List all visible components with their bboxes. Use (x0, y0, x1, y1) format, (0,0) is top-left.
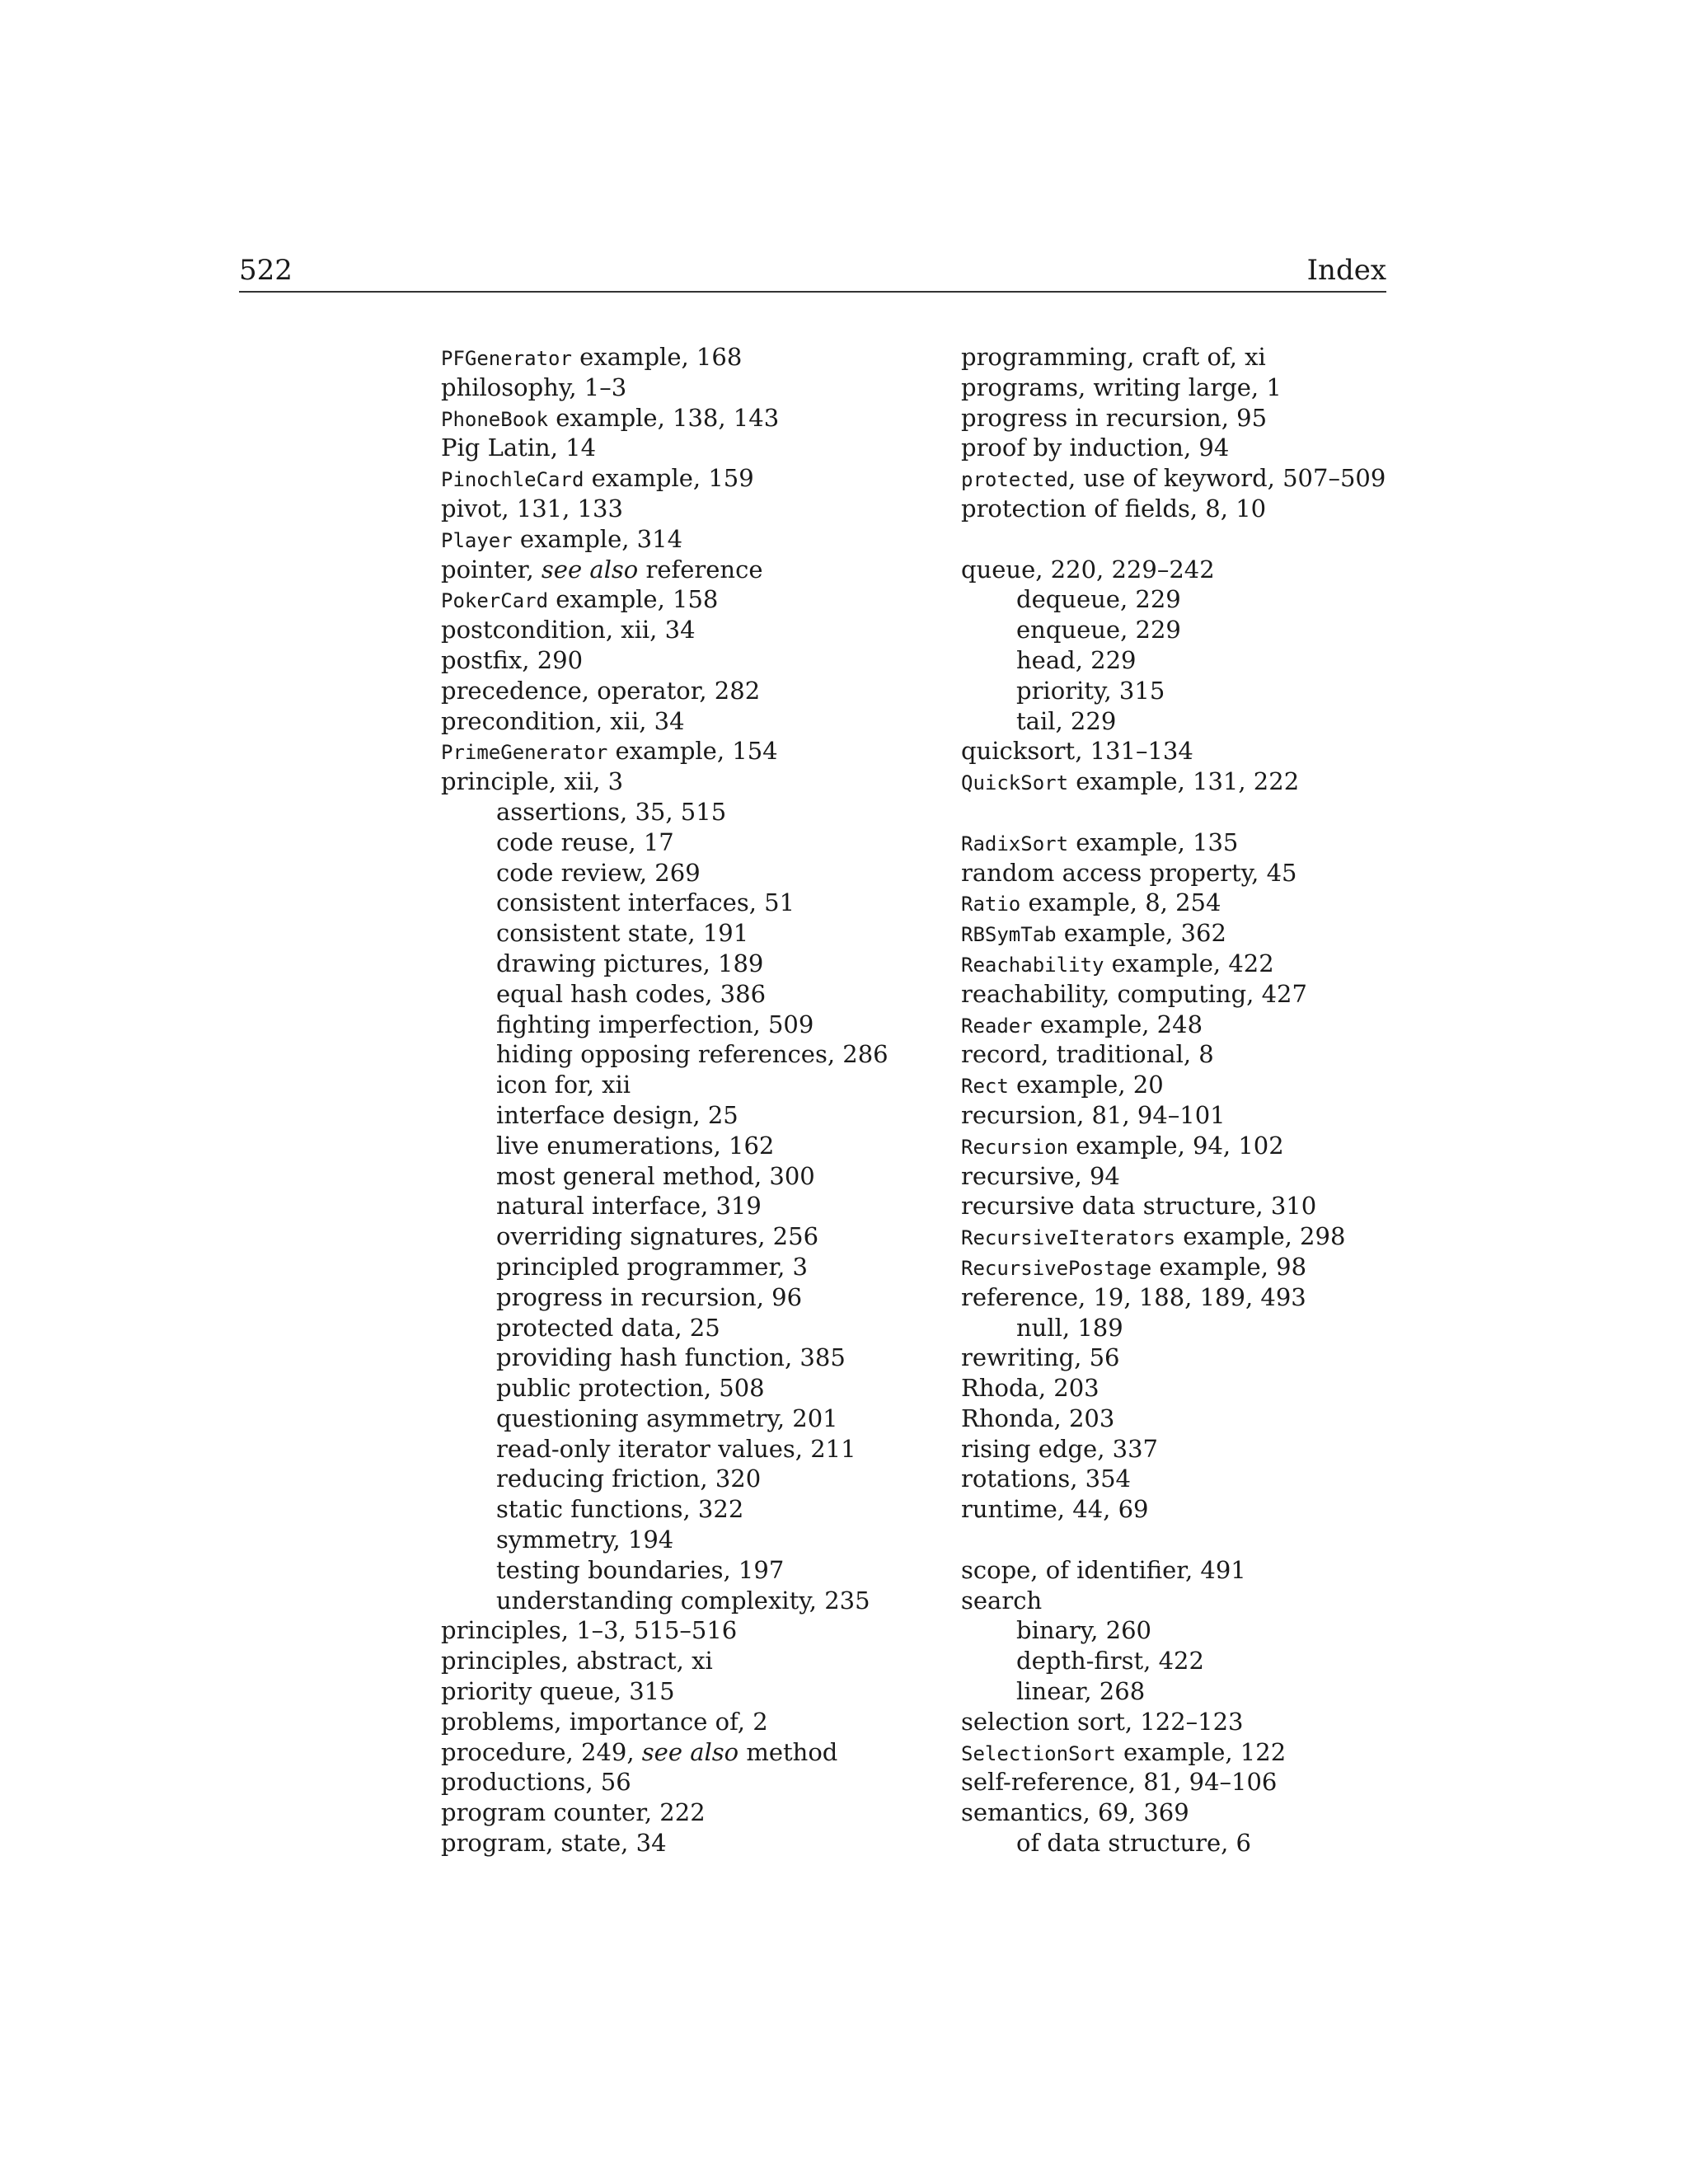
entry-text: Rhonda, 203 (961, 1404, 1115, 1432)
entry-text: problems, importance of, 2 (441, 1707, 768, 1736)
index-subentry (961, 1828, 1456, 1858)
index-subentry (441, 1221, 935, 1252)
entry-text: head, 229 (1016, 645, 1137, 674)
index-subentry (441, 797, 935, 827)
entry-text: programs, writing large, 1 (961, 373, 1282, 401)
running-head: Index (1306, 254, 1386, 287)
index-subentry (961, 1615, 1456, 1646)
index-entry (441, 645, 935, 676)
entry-text: protected data, 25 (496, 1313, 720, 1342)
entry-text: read-only iterator values, 211 (496, 1434, 856, 1463)
entry-text: natural interface, 319 (496, 1192, 762, 1221)
see-also-text: see also (541, 555, 639, 583)
entry-text: principled programmer, 3 (496, 1252, 809, 1281)
index-entry (961, 766, 1456, 797)
entry-text: example, 94, 102 (1068, 1131, 1284, 1160)
index-entry (961, 494, 1456, 524)
index-entry (961, 1373, 1456, 1404)
index-entry (961, 403, 1456, 434)
index-subentry (441, 1464, 935, 1494)
entry-text: example, 248 (1032, 1010, 1203, 1038)
index-entry (441, 1615, 935, 1646)
index-entry (961, 1586, 1456, 1616)
index-subentry (961, 1313, 1456, 1343)
index-subentry (961, 1676, 1456, 1707)
page-number: 522 (239, 254, 293, 287)
index-entry (961, 1161, 1456, 1192)
entry-text: program, state, 34 (441, 1829, 667, 1858)
entry-text: symmetry, 194 (496, 1526, 674, 1554)
index-entry (961, 1191, 1456, 1221)
index-entry (961, 1464, 1456, 1494)
code-term: PrimeGenerator (441, 741, 608, 765)
index-entry (441, 555, 935, 585)
entry-text: protection of fields, 8, 10 (961, 494, 1267, 523)
code-term: PinochleCard (441, 468, 584, 492)
index-entry (961, 1555, 1456, 1586)
header-rule (239, 291, 1386, 293)
entry-text: progress in recursion, 96 (496, 1282, 803, 1311)
index-entry (441, 1737, 935, 1768)
index-entry (441, 706, 935, 737)
index-column-right (961, 342, 1456, 1858)
entry-text: principle, xii, 3 (441, 767, 624, 796)
see-also-text: see also (641, 1737, 739, 1766)
index-entry (961, 555, 1456, 585)
entry-text: programming, craft of, xi (961, 343, 1266, 371)
code-term: RBSymTab (961, 923, 1057, 947)
index-entry (961, 979, 1456, 1010)
entry-text: scope, of identifier, 491 (961, 1555, 1246, 1584)
index-entry (441, 1797, 935, 1828)
entry-text: queue, 220, 229–242 (961, 555, 1215, 583)
entry-text: philosophy, 1–3 (441, 373, 627, 401)
entry-text: code reuse, 17 (496, 827, 674, 856)
entry-text: pointer, (441, 555, 542, 583)
index-entry (441, 1646, 935, 1676)
entry-text: providing hash function, 385 (496, 1343, 846, 1372)
entry-text: record, traditional, 8 (961, 1040, 1214, 1069)
code-term: RecursiveIterators (961, 1226, 1176, 1250)
index-subentry (441, 1494, 935, 1525)
index-subentry (441, 1373, 935, 1404)
entry-text: selection sort, 122–123 (961, 1707, 1244, 1736)
entry-text: rising edge, 337 (961, 1434, 1158, 1463)
index-entry (961, 373, 1456, 403)
code-term: PokerCard (441, 589, 549, 613)
index-entry (961, 918, 1456, 949)
index-subentry (441, 1586, 935, 1616)
entry-text: Pig Latin, 14 (441, 434, 597, 462)
index-entry (961, 1343, 1456, 1373)
entry-text: example, 122 (1115, 1737, 1287, 1766)
index-entry (441, 403, 935, 434)
index-entry (961, 433, 1456, 463)
entry-text: quicksort, 131–134 (961, 737, 1193, 766)
index-subentry (441, 1191, 935, 1221)
index-subentry (441, 1404, 935, 1434)
entry-text: program counter, 222 (441, 1798, 706, 1827)
index-subentry (441, 1525, 935, 1555)
entry-text: recursion, 81, 94–101 (961, 1100, 1226, 1129)
entry-text: public protection, 508 (496, 1374, 765, 1403)
index-subentry (961, 584, 1456, 615)
entry-text: example, 98 (1151, 1252, 1307, 1281)
entry-text: reachability, computing, 427 (961, 979, 1307, 1008)
index-entry (961, 827, 1456, 858)
entry-text: overriding signatures, 256 (496, 1222, 819, 1251)
entry-text: runtime, 44, 69 (961, 1495, 1149, 1524)
index-entry (961, 1737, 1456, 1768)
index-subentry (961, 615, 1456, 645)
entry-text: priority, 315 (1016, 676, 1165, 705)
entry-text: method (738, 1737, 838, 1766)
index-entry (441, 676, 935, 706)
entry-text: progress in recursion, 95 (961, 403, 1268, 432)
index-subentry (441, 918, 935, 949)
entry-text: postfix, 290 (441, 645, 584, 674)
entry-text: linear, 268 (1016, 1677, 1146, 1706)
letter-group-gap (961, 797, 1456, 827)
entry-text: example, 298 (1175, 1222, 1346, 1251)
index-subentry (441, 1434, 935, 1465)
index-subentry (961, 706, 1456, 737)
entry-text: binary, 260 (1016, 1616, 1151, 1645)
code-term: RadixSort (961, 832, 1069, 855)
entry-text: example, 158 (548, 585, 719, 614)
index-entry (441, 524, 935, 555)
index-entry (441, 373, 935, 403)
entry-text: testing boundaries, 197 (496, 1555, 785, 1584)
entry-text: live enumerations, 162 (496, 1131, 775, 1160)
code-term: PFGenerator (441, 347, 572, 370)
entry-text: dequeue, 229 (1016, 585, 1181, 614)
entry-text: equal hash codes, 386 (496, 979, 767, 1008)
entry-text: icon for, xii (496, 1071, 631, 1099)
code-term: Player (441, 528, 513, 552)
index-entry (961, 1252, 1456, 1282)
letter-group-gap (961, 524, 1456, 555)
entry-text: productions, 56 (441, 1768, 631, 1797)
entry-text: drawing pictures, 189 (496, 949, 764, 977)
entry-text: reference, 19, 188, 189, 493 (961, 1282, 1306, 1311)
entry-text: Rhoda, 203 (961, 1374, 1100, 1403)
index-entry (441, 766, 935, 797)
index-subentry (441, 1070, 935, 1100)
index-subentry (441, 888, 935, 918)
index-subentry (441, 1555, 935, 1586)
index-entry (441, 584, 935, 615)
index-entry (961, 1404, 1456, 1434)
entry-text: null, 189 (1016, 1313, 1123, 1342)
entry-text: precondition, xii, 34 (441, 706, 685, 735)
entry-text: hiding opposing references, 286 (496, 1040, 889, 1069)
index-entry (961, 1010, 1456, 1040)
index-entry (441, 1707, 935, 1737)
index-entry (961, 1039, 1456, 1070)
index-entry (441, 1767, 935, 1797)
index-entry (441, 463, 935, 494)
code-term: RecursivePostage (961, 1256, 1152, 1280)
entry-text: consistent interfaces, 51 (496, 888, 795, 917)
code-term: Reachability (961, 953, 1104, 977)
entry-text: code review, 269 (496, 858, 701, 887)
entry-text: random access property, 45 (961, 858, 1297, 887)
entry-text: example, 422 (1104, 949, 1274, 977)
index-entry (441, 342, 935, 373)
index-subentry (441, 858, 935, 888)
code-term: QuickSort (961, 771, 1069, 795)
entry-text: recursive, 94 (961, 1161, 1120, 1190)
entry-text: example, 154 (607, 737, 778, 766)
index-subentry (441, 1252, 935, 1282)
index-subentry (961, 645, 1456, 676)
entry-text: of data structure, 6 (1016, 1829, 1251, 1858)
code-term: Ratio (961, 893, 1021, 916)
index-entry (961, 1100, 1456, 1131)
entry-text: precedence, operator, 282 (441, 676, 761, 705)
index-entry (961, 736, 1456, 766)
entry-text: example, 314 (512, 524, 683, 553)
index-entry (961, 1494, 1456, 1525)
index-column-left (441, 342, 935, 1858)
index-entry (961, 888, 1456, 918)
code-term: Reader (961, 1014, 1033, 1038)
index-entry (961, 1707, 1456, 1737)
entry-text: example, 135 (1068, 827, 1239, 856)
entry-text: depth-first, 422 (1016, 1647, 1204, 1675)
entry-text: reducing friction, 320 (496, 1465, 762, 1493)
index-subentry (441, 1131, 935, 1161)
entry-text: tail, 229 (1016, 706, 1117, 735)
entry-text: rewriting, 56 (961, 1343, 1120, 1372)
entry-text: reference (638, 555, 763, 583)
letter-group-gap (961, 1525, 1456, 1555)
entry-text: example, 138, 143 (548, 403, 780, 432)
index-subentry (441, 949, 935, 979)
entry-text: semantics, 69, 369 (961, 1798, 1189, 1827)
entry-text: interface design, 25 (496, 1100, 738, 1129)
entry-text: principles, 1–3, 515–516 (441, 1616, 738, 1645)
entry-text: procedure, 249, (441, 1737, 642, 1766)
index-subentry (441, 979, 935, 1010)
entry-text: example, 168 (571, 343, 743, 371)
index-entry (961, 949, 1456, 979)
index-entry (961, 463, 1456, 494)
entry-text: rotations, 354 (961, 1465, 1132, 1493)
index-subentry (441, 1100, 935, 1131)
code-term: PhoneBook (441, 407, 549, 431)
entry-text: example, 8, 254 (1020, 888, 1221, 917)
index-subentry (961, 676, 1456, 706)
index-entry (441, 736, 935, 766)
entry-text: proof by induction, 94 (961, 434, 1230, 462)
entry-text: questioning asymmetry, 201 (496, 1404, 838, 1432)
index-subentry (441, 1039, 935, 1070)
entry-text: fighting imperfection, 509 (496, 1010, 814, 1038)
index-entry (961, 1434, 1456, 1465)
index-entry (961, 1282, 1456, 1313)
entry-text: search (961, 1586, 1043, 1615)
entry-text: principles, abstract, xi (441, 1647, 713, 1675)
index-subentry (961, 1646, 1456, 1676)
index-entry (961, 342, 1456, 373)
entry-text: assertions, 35, 515 (496, 797, 727, 826)
index-entry (441, 1676, 935, 1707)
entry-text: enqueue, 229 (1016, 616, 1181, 644)
index-entry (441, 1828, 935, 1858)
entry-text: , use of keyword, 507–509 (1068, 464, 1386, 493)
index-entry (961, 1131, 1456, 1161)
code-term: Rect (961, 1075, 1009, 1099)
index-entry (441, 494, 935, 524)
entry-text: postcondition, xii, 34 (441, 616, 696, 644)
entry-text: example, 159 (584, 464, 754, 493)
entry-text: example, 131, 222 (1068, 767, 1300, 796)
entry-text: consistent state, 191 (496, 919, 749, 948)
entry-text: example, 362 (1056, 919, 1226, 948)
entry-text: example, 20 (1008, 1071, 1164, 1099)
index-subentry (441, 1313, 935, 1343)
code-term: protected (961, 468, 1069, 492)
index-entry (961, 1767, 1456, 1797)
index-entry (961, 1797, 1456, 1828)
code-term: SelectionSort (961, 1741, 1116, 1765)
index-subentry (441, 1161, 935, 1192)
index-entry (441, 433, 935, 463)
entry-text: self-reference, 81, 94–106 (961, 1768, 1278, 1797)
index-entry (961, 1070, 1456, 1100)
index-subentry (441, 1282, 935, 1313)
index-entry (961, 858, 1456, 888)
entry-text: static functions, 322 (496, 1495, 744, 1524)
entry-text: understanding complexity, 235 (496, 1586, 870, 1615)
entry-text: recursive data structure, 310 (961, 1192, 1317, 1221)
entry-text: pivot, 131, 133 (441, 494, 623, 523)
entry-text: most general method, 300 (496, 1161, 815, 1190)
index-subentry (441, 1343, 935, 1373)
code-term: Recursion (961, 1135, 1069, 1159)
index-subentry (441, 827, 935, 858)
entry-text: priority queue, 315 (441, 1677, 675, 1706)
index-entry (961, 1221, 1456, 1252)
index-subentry (441, 1010, 935, 1040)
index-entry (441, 615, 935, 645)
